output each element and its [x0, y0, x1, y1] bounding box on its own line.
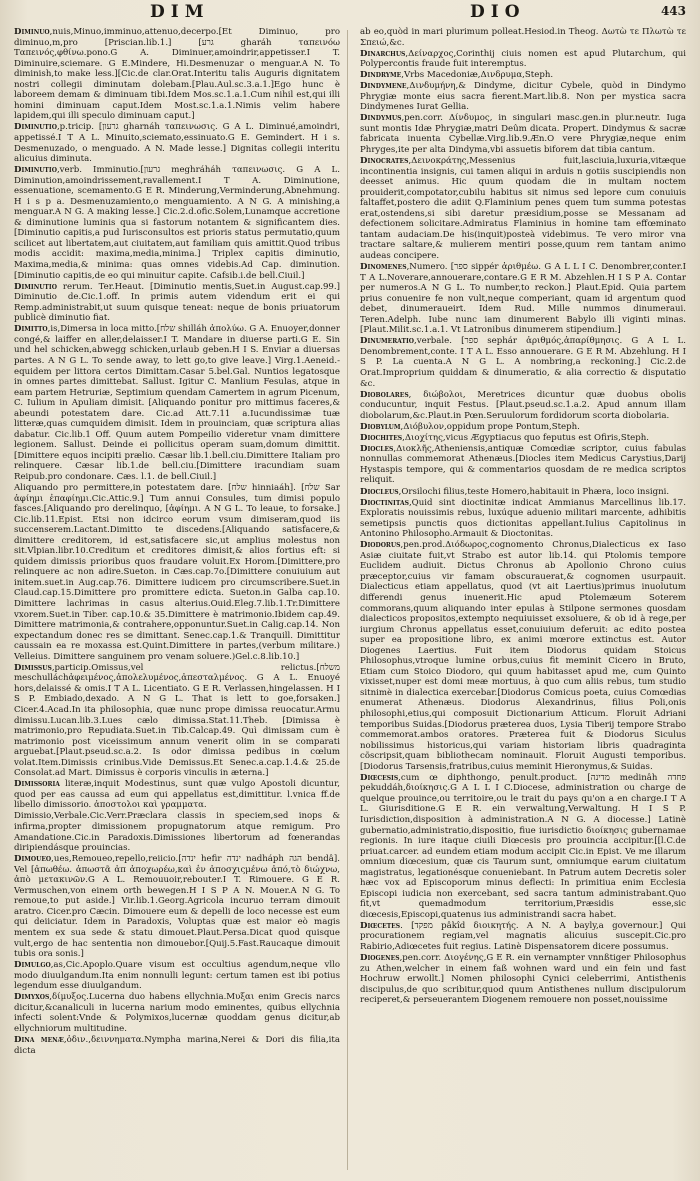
entry-headword: Dinomenes [360, 262, 407, 273]
dictionary-entry [360, 773, 686, 921]
entry-headword: Dindymus [360, 113, 402, 124]
dictionary-entry [14, 960, 340, 992]
entry-text: ,p.tricip. [גרעון gharnáh ταπεινωσις. G A L. Diminué,amoindri, appetissé.I T A L. Minuito,sciemato,essinuato.G E. Gemindert. H i s. Desmenuzado, o menguado. A N. Made lesse.] Dignitas collegii interitu alicuius diminuta. [14, 122, 340, 165]
dictionary-entry [360, 422, 686, 433]
entry-text: ,nuis,Minuo,imminuo,attenuo,decerpo.[Et Diminuo, pro diminuo,m,pro [Priscian.lib.1.] [גרע gharáh ταπεινόω Ταπεινός,φθίνω.pono.G A. Diminuer,amoindrir,appetisser.I T. Diminuire,sciemare. G E.Mindere, Hi.Desmenuzar o menguar.A N. To diminish,to make less.][Cic.de clar.Orat.Interitu talis Auguris dignitatem nostri collegii diminutam dolebam.[Plau.Aul.sc.3.a.1.]Ego hunc è laboreem demam & diminuam tibi.Idem Mos.sc.1.a.1.Cum nihil est,qui illi homini diminuam caput.Idem Most.sc.1.a.1.Nimis velim habere lapidem,qui illi speculo diminuam caput.] [14, 27, 340, 122]
entry-headword: Diocleus [360, 486, 399, 497]
entry-headword: Diminutio [14, 122, 57, 133]
dictionary-entry [360, 156, 686, 261]
running-head-left: DIM [150, 2, 210, 22]
dictionary-entry [360, 433, 686, 444]
dictionary-entry [14, 811, 340, 853]
entry-text: ,Δείναρχος,Corinthij ciuis nomen est apud Plutarchum, qui Polypercontis fraude fuit interemptus. [360, 48, 686, 70]
entry-headword: Dinarchus [360, 48, 406, 59]
dictionary-entry [14, 779, 340, 811]
entry-headword: Diobylum [360, 421, 401, 432]
entry-headword: Dindryme [360, 70, 402, 81]
entry-text: , διώβολοι, Meretrices dicuntur quæ duobus obolis conducuntur, inquit Festus. [Plaut.pseud.sc.1.a.2. Apud annum illam diobolarum,&c.Plaut.in Pœn.Seruulorum fordidorum scorta diobolaria. [360, 389, 686, 421]
dictionary-entry [14, 27, 340, 122]
entry-text: . [מפקד pâkîd διοικητής. A N. A bayly,a governour.] Qui procurationem regiam,vel magnatis alicuius suscepit.Cic.pro Rabirio,Adiœcetes fuit regius. Latinè Dispensatorem dicere possumus. [360, 920, 686, 953]
entry-headword: Dimyxos [14, 992, 50, 1003]
running-head-right: DIO [470, 2, 526, 22]
right-column [360, 27, 686, 1177]
dictionary-entry [360, 113, 686, 155]
dictionary-entry [360, 498, 686, 540]
entry-text: ,cum œ diphthongo, penult.product. [מדינה medinâh פחדה pekuddáh,διοίκησις.G A L L I C.Diocese, administration ou charge de quelque prouince,ou territoire,ou le trait du pays qu'on a en charge.I T A L. Giurisditione.G E R. ein verwaltung,Verwaltung. H I S P. Iurisdiction,disposition à administration.A N G. A diocesse.] Latinè gubernatio,administratio,dispositio, fiue iurisdictio διοίκησις gubernamae regionis. In iure itaque ciuili Diœcesis pro prouincia accipitur.[[l.C.de priuat.carcer. ad eundem etiam modum accipit Cic.in Epist. Ve me illarum omnium diœcesium, quæ cis Taurum sunt, omniumque earum ciuitatum magistratus, legationésque conueniebant. In Patrum autem Decretis soler hæc vox ad Episcoporum minus deflecti: In primitiua enim Ecclesia Episcopi iudicia non exercebant, sed sacra tantum administrabant.Quo fit,vt quemadmodum territorium,Præsidis esse,sic diœcesis,Episcopi,quatenus ius administrandi sacra habet. [360, 772, 686, 920]
dictionary-entry [360, 336, 686, 389]
entry-headword: Dinumeratio [360, 336, 415, 347]
entry-headword: Dimissoria [14, 779, 60, 790]
entry-text: ,Διοχίτης,vicus Ægyptiacus quo feputus est Ofiris,Steph. [402, 432, 650, 443]
dictionary-entry [14, 165, 340, 281]
entry-text: rerum. Ter.Heaut. [Diminutio mentis,Suet.in August.cap.99.] Diminutio de.Cic.1.off. In primis autem videndum erit ei qui Remp.administrabit,ut suum quisque teneat: neque de bonis priuatorum publicè diminutio fiat. [14, 281, 340, 324]
dictionary-entry [14, 282, 340, 324]
entry-headword: Diminutio [14, 165, 57, 176]
dictionary-entry [360, 444, 686, 486]
dictionary-entry [14, 992, 340, 1034]
entry-text: Dimissio,Verbale.Cic.Verr.Præclara classis in speciem,sed inops & infirma,propter dimissionem propugnatorum atque remigum. Pro Amandatione.Cic.in Paradoxis.Dimissiones libertorum ad fœnerandas diripiendásque prouincias. [14, 811, 340, 854]
entry-headword: Diminuo [14, 27, 50, 37]
entry-text: ,as,Cic.Apoplo.Quare visum est occultius agendum,neque vllo modo diuulgandum.Ita enim nonnulli legunt: certum tamen est ibi potius legendum esse diuulgandum. [14, 960, 340, 992]
left-column [14, 27, 340, 1177]
entry-headword: Diœcesis [360, 772, 399, 783]
dictionary-entry [14, 122, 340, 164]
entry-text: ,pen.corr. Δίνδυμος, in singulari masc.gen.in plur.neutr. Iuga sunt montis Idæ Phrygiæ,matri Deûm dicata. Propert. Dindymus & sacræ fabricata inuenta Cybellæ.Virg.lib.9.Æn.O vere Phrygiæ,neque enim Phryges,ite per alta Dindyma,vbi assuetis biforem dat tibia cantum. [360, 113, 686, 156]
entry-text: ab eo,quòd in mari plurimum polleat.Hesiod.in Theog. Δωτὼ τε Πλωτὼ τε Σπειώ,&c. [360, 27, 686, 48]
dictionary-entry [14, 663, 340, 779]
entry-text: ,verb. Imminutio.[גרעון meghráháh ταπεινωσις. G A L. Diminution,amoindrissement,ravallement.I T A. Diminutione, essenuatione, scemamento.G E R. Minderung,Verminderung,Abnehmung. H i s p a. Desmenuzamiento,o menguamiento. A N G. A minishing,a menguar.A N G. A making lesse.] Cic.2.d.ofic.Solem,Lunamque accretione & diminutione luminis qua si fastorum notantem & significantem dies. [Diminutio capitis,a pud Iurisconsultos est prioris status permutatio,quum scilicet aut libertatem,aut ciuitatem,aut familiam quis amittit.Quod tribus modis accidit: maxima,media,minima.] Triplex capitis diminutio, Maxima,media,& minima: quas omnes videbis.Ad Cap. diminution. [Diminutio capitis,de eo qui minuitur capite. Cafsib.i.de bell.Ciuil.] [14, 165, 340, 281]
entry-headword: Dina menæ [14, 1034, 64, 1045]
entry-headword: Dimissus [14, 662, 52, 673]
column-divider [347, 30, 348, 1170]
dictionary-entry [360, 953, 686, 1006]
entry-headword: Diminutio [14, 281, 57, 292]
dictionary-entry [360, 27, 686, 48]
entry-text: ,Numero. [ספר sippér ἀριθμέω. G A L L I C. Denombrer,conter.I T A L.Noverare,annouerare,contare.G E R M. Abzehlen.H I S P A. Contar per numeros.A N G L. To number,to reckon.] Plaut.Epid. Quia partem prius conuenire fe non vult,neque comperiant, quam id argentum quod debet, dinumeraueirt. Idem Rud. Mille nummos dinumeraui. Teren.Adelph. Iube nunc iam dinumerent Babylo illi viginti minas. [Plaut.Milit.sc.1.a.1. Vt Latronibus dinumerem stipendium.] [360, 262, 686, 336]
dictionary-entry [360, 49, 686, 70]
dictionary-entry [360, 487, 686, 498]
entry-text: ,ὁδιν.,δειννηματα.Nympha marina,Nerei & Dori dis filia,ita dicta [14, 1034, 340, 1056]
entry-text: ,particip.Omissus,vel relictus.[משלח meschulláchἀφειμένος,ἀπολελυμένος,ἀπεσταλμένος. G A L. Enuoyé hors,delaissé & omis.I T A L. Licentiato. G E R. Verlassen,hingelassen. H I S P. Embiado,dexado. A N G L. That is lett to goe,forsaken.] Cicer.4.Acad.In ita philosophia, quæ nunc prope dimissa reuocatur.Armu dimissu.Lucan.lib.3.Lues cælo dimissa.Stat.11.Theb. [Dimissa è matrimonio,pro Repudiata.Suet.in Tib.Calcap.49. Quì dimissam cum è matrimonio post viceissimum annum venerit olim in se comparati arguebat.[Plaut.pseud.sc.a.2. Is odor dimissa pedibus in cœlum volat.Item.Dimissis crinibus.Vide Demissus.Et Senec.a.cap.1.4.& 25.de Consolat.ad Mart. Dimissus è corporis vinculis in æterna.] [14, 662, 340, 779]
entry-text: literæ,inquit Modestinus, sunt quæ vulgo Apostoli dicuntur, quod per eas caussa ad eum qui appellatus est,dimittitur. l.vnica ff.de libello dimissorio. ἀποστολοι καὶ γραμματα. [14, 779, 340, 811]
entry-text: ,Διοκλῆς,Atheniensis,antiquæ Comœdiæ scriptor, cuius fabulas nonnullas commemorat Athenæus.[Diocles item Medicus Carystius,Darij Hystaspis tempore, qui & commentarios quosdam de re medica scriptos reliquit. [360, 443, 686, 486]
entry-text: ,Διόβυλον,oppidum prope Pontum,Steph. [400, 421, 580, 432]
dictionary-entry [14, 324, 340, 482]
entry-headword: Dimoueo [14, 854, 52, 865]
entry-headword: Dindymene [360, 81, 407, 92]
entry-text: ,verbale. [ספר sephár ἀριθμός,ἀπαρίθμησις. G A L L. Denombrement,conte. I T A L. Esso annouerare. G E R M. Abzehlung. H I S P. La cuenta.A N G L. A nombring,a reckoning.] Cic.2.de Orat.Improprium quiddam & dinumeratio, & alia correctio & disputatio &c. [360, 336, 686, 389]
dictionary-entry [360, 921, 686, 953]
entry-headword: Diobolares [360, 389, 409, 400]
entry-text: Aliquando pro permittere,in potestatem dare. [שלח hinniaáh]. [שלח Sar ἀφίημι ἐπαφίημι.Cic.Attic.9.] Tum annui Consules, tum dimisi populo fasces.[Aliquando pro derelinquo, [ἀφίημι. A N G L. To leaue, to forsake.] Cic.lib.11.Epist. Etsi non idcirco eorum vsum dimiseram,quod iis succenserem.Lactant.Dimitto te discedens.[Aliquando satisfacere,& dimittere creditorem, id est,satisfacere sic,ut amplius molestus non sit.Vlpian.libr.10.Creditum et creditores dimisit,& alios fortius eft: si quidem dimissis prioribus quos fraudare voluit.Ex Horom.[Dimittere,pro relinquere ac non adire.Sueton. in Cæs.cap.7o.[Dimittere conuiuium aut initem.suet.in Aug.cap.76. Dimittere iudicem pro circumscribere.Suet.in Claud.cap.15.Dimittere pro promittere edicta. Sueton.in Galba cap.10. Dimittere lachrimas in casus alterius.Ouid.Eleg.7.lib.1.Tr.Dimittere vxorem.Suet.in Tiber. cap.10.& 35.Dimittere è matrimonio.Ibidem cap.49. Dimittere matrimonia,& contrahere,opponuntur.Suet.in Calig.cap.14. Non expectandum donec res se dimittant. Senec.cap.1.& Tranquill. Dimittitur caussain ea re moxassa est.Quint.Dimittere in partes,(verbum militare.) Velleius. Dimittere sanguinem pro venam soluere.)Gel.c.8.lib.10.] [14, 483, 340, 662]
entry-text: ,Vrbs Macedoniæ,Δινδρυμα,Steph. [401, 70, 554, 81]
entry-headword: Diœcetes [360, 920, 401, 931]
dictionary-entry [360, 540, 686, 772]
entry-text: ,Quid sint dioctinitæ indicat Ammianus Marcellinus lib.17. Exploratis nouissimis rebus, luxúque aduenio militari marcente, adhibitis semetipsis punctis quos dictionitas appellant.Iulius Capitolinus in Antonino Philosopho.Armauit & Dioctonitas. [360, 497, 686, 540]
entry-headword: Dinocrates [360, 156, 409, 167]
entry-headword: Dimitto [14, 324, 48, 335]
entry-headword: Diogenes [360, 953, 400, 964]
dictionary-entry [360, 390, 686, 422]
dictionary-entry [360, 70, 686, 81]
dictionary-entry [360, 262, 686, 336]
entry-headword: Diochites [360, 432, 403, 443]
entry-text: ,ues,Remoueo,repello,reiicio.[ינדה hefir ינדה nadháph הגה bendâ]. Vel [ἀπωθέω. ἀπωστᾶ ἀπ ἀποχωρέω,καὶ ἐν ἀποσχιςμένω ἀπό,τὸ διώχνω, ἀπὸ μετακινῶν.G A L. Remouuoir,rebouter.I T. Rimouere. G E R. Vermuschen,von einem orth bewegen.H I S P A N. Mouer.A N G. To remoue,to put aside.] Vir.lib.1.Georg.Agricola incuruo terram dimouit aratro. Cicer.pro Cæcin. Dimouere eum & depelli de loco necesse est eum qui deiiciatur. Idem in Paradoxis, Voluptas quæ est maior eò magis mentem ex sua sede & statu dimouet.Plaut.Persa.Dicat quod quisque vult,ergo de hac sententia non dimouebor.[Quij.5.Fast.Raucaque dimouit tubis ora sonis.] [14, 854, 340, 960]
dictionary-entry [360, 81, 686, 113]
dictionary-entry [14, 1035, 340, 1056]
entry-text: ,pen.prod.Διόδωρος,cognomento Chronus,Dialecticus ex Iaso Asiæ ciuitate fuit,vt Strabo est autor lib.14. qui Ptolomis tempore Euclidem audiuit. Dictus Chronus ab Apollonio Chrono cuius præceptor,cuius vir famam obscurauerat,& cognomen usurpauit. Dialecticus etiam appellatus, quod (vt ait Laertius)primus inuolutum differendi genus inuenerit.Hic apud Ptolemæum Soterem commorans,quum aliquando inter epulas à Stilpone sermones quosdam dialecticos propositos,extempto nequiuisset exsoluere, & ob id à rege,per iurgium Chronus appellatus esset,conuiuium deferuit: ac edito postea super ea propositione libro, ex animi mœrore extinctus est. Autor Diogenes Laertius. Fuit item Diodorus quidam Stoicus Philosophus,vtroque lumine orbus,cuius fit meminit Cicero in Bruto, Etiam cum Stoico Diodoro, qui quum habitasset apud me, cum Quinto vixisset,nuper est domi meæ mortuus, à quo cum aliis rebus, tum studio sitnimè in dialectica exercebar.[Diodorus Comicus poeta, cuius Comœdias enumerat Athenæus. Diodorus Alexandrinus, filius Poli,onis philosophi,etius,qui composuit Dictionarium Atticum. Floruit Adriani temporibus Suidas.[Diodorus præterea duos, Lysia Tiberij tempore Strabo commemorat.ambos oratores. Præterea fuit & Diodorus Siculus nobilissimus historicus,qui variam historiam libris quadraginta cõscripsit,quam bibliothecam nominauit. Floruit Augusti temporibus.[Diodorus Tarsensis,fratribus,cuius meminit Hieronymus,& Suidas. [360, 540, 686, 772]
entry-text: ,is,Dimersa in loca mitto.[שלח shilláh ἀπολύω. G A. Enuoyer,donner congé,& laiffer en aller,delaisser.I T. Mandare in diuerse parti.G E. Sin und hel schicken,abwegg schicken,urlaub geben.H I S. Enviar a diuersas partes. A N G L. To sende away, to lett go,to give leave.] Virg.1.Aeneid.-equidem per littora certos Dimittam.Casar 5.bel.Gal. Nuntios legatosque in omnes partes dimittebat. Sallust. Igitur C. Manlium Fesulas, atque in eam partem Hetruriæ, Septimium quendam Camertem in agrum Picenum, C. Iulium in Apuliam dimisit. [Aliquando ponitur pro mittimus faceres,& abeundi potestatem dare. Cic.ad Att.7.11 a.Iucundissimæ tuæ litteræ,quas cumquidem dimisit. Idem in prouinciam, quæ scriptura alias dabatur. Cic.lib.1 Off. Quum autem Pompeilio videretur vnam dimittere legionem. Sallust. Deinde ei pollicitus operam suam,domum dimittit. [Dimittere equos incipiti prælio. Cæsar lib.1.bell.ciu.Dimittere Italiam pro relinquere. Cæsar lib.1.de bell.ciu.[Dimittere iracundiam suam Reipub.pro condonare. Cæs. l.1. de bell.Ciuil.] [14, 324, 340, 482]
entry-text: ,pen.corr. Διογένης,G E R. ein vernampter vnnßtiger Philosophus zu Athen,welcher in einem faß wohnen ward und ein fein und fast Hochruw erwollt.] Nomen philosophi Cynici celeberrimi, Antisthenis discipulus,de quo scribitur,quod quum Antisthenes nullum discipulorum reciperet,& perseuerantem Diogenem remouere non posset,nouissime [360, 953, 686, 1006]
entry-text: ,Δινδυμήνη,& Dindyme, dicitur Cybele, quòd in Dindymo Phrygiæ monte eius sacra fierent.Mart.lib.8. Non per mystica sacra Dindymenes Iurat Gellia. [360, 81, 686, 113]
entry-text: ,Δεινοκράτης,Messenius fuit,lasciuia,luxuria,vitæque incontinentia insignis, cui tamen aliqui in arduis n gotiis suscipiendis non deesset animus. Hic quum quodam die in multam noctem prouiderit,compotator,cubilu habitus sit nimus sed lepore cum conuiuis faltaffet,postero die adiit Q.Flaminium penes quem tum summa potestas erat,ostendens,si sibi daretur præsidium,posse se Messanam ad defectionem solicitare.Admiratus Flaminius in homine tam effœminato tantam audaciam.De his(inquit)posteà videbimus. Te vero miror vna tractare saltare,& mulierem mentiri posse,quum rem tantam animo audeas concipere. [360, 156, 686, 261]
dictionary-entry [14, 483, 340, 662]
dictionary-entry [14, 854, 340, 959]
page-header [0, 0, 700, 26]
entry-headword: Dimulgo [14, 960, 51, 971]
entry-headword: Diodorus [360, 540, 401, 551]
entry-text: ,δίμυξος.Lucerna duo habens ellychnia.Μυξαι enim Grecis narcs dicitur,&canaliculi in lucerna narium modo eminentes, quibus ellychnia infecti solent:Vnde & Polymixos,lucernæ quoddam genus dicitur,ab ellychniorum multitudine. [14, 992, 340, 1034]
entry-headword: Dioctinitas [360, 497, 409, 508]
page-number: 443 [660, 4, 686, 18]
entry-headword: Diocles [360, 443, 394, 454]
entry-text: ,Orsilochi filius,teste Homero,habitauit in Phæra, loco insigni. [398, 486, 670, 497]
